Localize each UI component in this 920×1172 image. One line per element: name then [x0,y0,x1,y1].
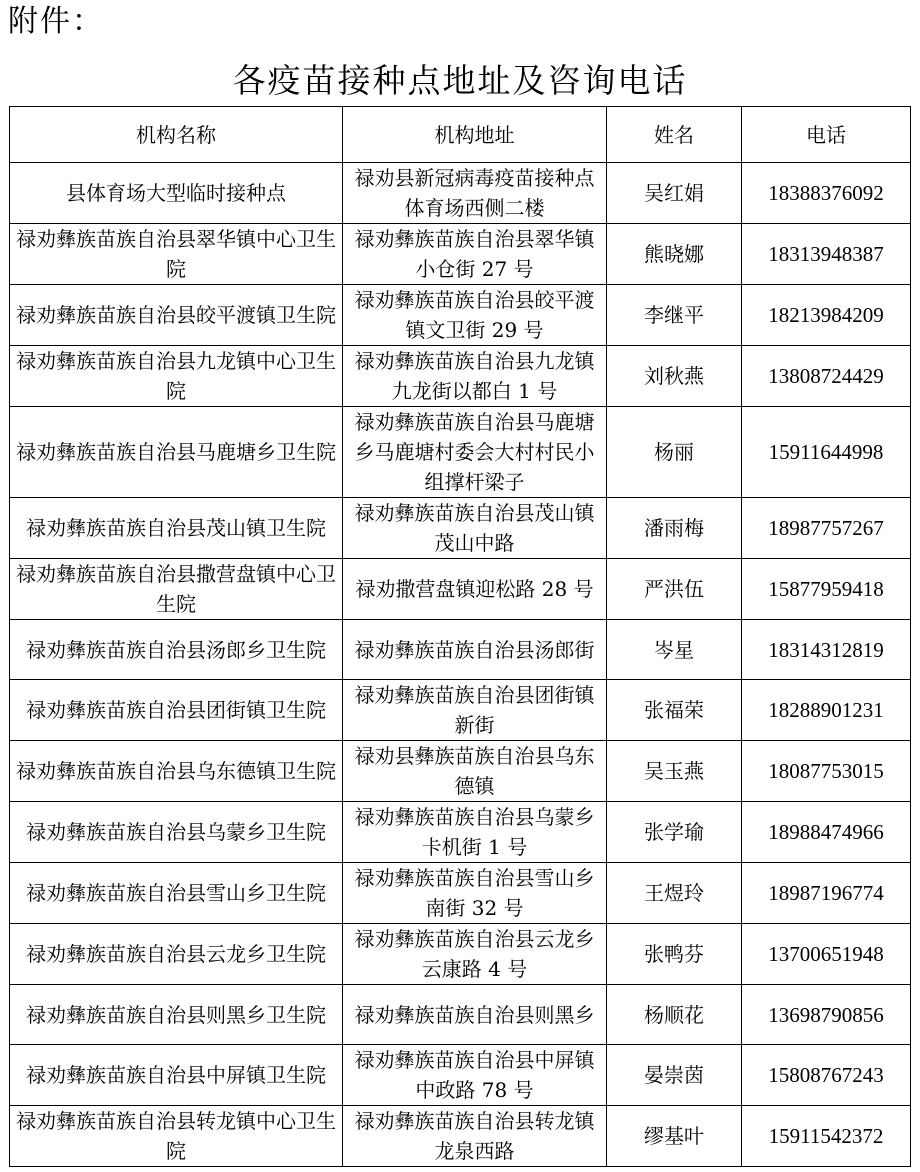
cell-name: 杨丽 [607,407,742,498]
cell-address: 禄劝彝族苗族自治县转龙镇龙泉西路 [343,1106,607,1167]
cell-name: 李继平 [607,285,742,346]
cell-address: 禄劝撒营盘镇迎松路 28 号 [343,559,607,620]
cell-org: 禄劝彝族苗族自治县中屏镇卫生院 [10,1045,343,1106]
table-row [10,802,911,863]
cell-name: 刘秋燕 [607,346,742,407]
table-row [10,407,911,498]
cell-org: 禄劝彝族苗族自治县马鹿塘乡卫生院 [10,407,343,498]
cell-address: 禄劝县新冠病毒疫苗接种点体育场西侧二楼 [343,163,607,224]
cell-name: 张鸭芬 [607,924,742,985]
cell-phone: 18987757267 [742,498,911,559]
attachment-label: 附件： [8,4,104,39]
cell-phone: 18213984209 [742,285,911,346]
cell-name: 晏崇茵 [607,1045,742,1106]
table-header-row [10,107,911,163]
cell-phone: 15877959418 [742,559,911,620]
cell-phone: 18314312819 [742,620,911,680]
cell-address: 禄劝彝族苗族自治县九龙镇九龙街以都白 1 号 [343,346,607,407]
table-row [10,620,911,680]
table-row [10,346,911,407]
cell-name: 岑星 [607,620,742,680]
cell-phone: 18288901231 [742,680,911,741]
table-row [10,863,911,924]
cell-phone: 15911542372 [742,1106,911,1167]
cell-org: 禄劝彝族苗族自治县皎平渡镇卫生院 [10,285,343,346]
table-row [10,985,911,1045]
cell-name: 吴红娟 [607,163,742,224]
header-org: 机构名称 [10,107,343,163]
cell-address: 禄劝彝族苗族自治县则黑乡 [343,985,607,1045]
cell-phone: 13808724429 [742,346,911,407]
cell-org: 禄劝彝族苗族自治县转龙镇中心卫生院 [10,1106,343,1167]
cell-address: 禄劝彝族苗族自治县皎平渡镇文卫街 29 号 [343,285,607,346]
table-row [10,1106,911,1167]
cell-org: 禄劝彝族苗族自治县茂山镇卫生院 [10,498,343,559]
cell-address: 禄劝彝族苗族自治县云龙乡云康路 4 号 [343,924,607,985]
cell-phone: 13700651948 [742,924,911,985]
table-row [10,1045,911,1106]
cell-phone: 18087753015 [742,741,911,802]
cell-name: 潘雨梅 [607,498,742,559]
cell-name: 缪基叶 [607,1106,742,1167]
cell-address: 禄劝彝族苗族自治县雪山乡南街 32 号 [343,863,607,924]
cell-phone: 18988474966 [742,802,911,863]
header-name: 姓名 [607,107,742,163]
cell-address: 禄劝彝族苗族自治县马鹿塘乡马鹿塘村委会大村村民小组撑杆梁子 [343,407,607,498]
table-row [10,559,911,620]
cell-name: 熊晓娜 [607,224,742,285]
cell-org: 县体育场大型临时接种点 [10,163,343,224]
cell-org: 禄劝彝族苗族自治县雪山乡卫生院 [10,863,343,924]
cell-phone: 15808767243 [742,1045,911,1106]
cell-address: 禄劝彝族苗族自治县茂山镇茂山中路 [343,498,607,559]
cell-address: 禄劝彝族苗族自治县汤郎街 [343,620,607,680]
cell-org: 禄劝彝族苗族自治县乌蒙乡卫生院 [10,802,343,863]
cell-address: 禄劝彝族苗族自治县中屏镇中政路 78 号 [343,1045,607,1106]
cell-address: 禄劝彝族苗族自治县翠华镇小仓街 27 号 [343,224,607,285]
cell-org: 禄劝彝族苗族自治县撒营盘镇中心卫生院 [10,559,343,620]
table-row [10,924,911,985]
cell-address: 禄劝彝族苗族自治县乌蒙乡卡机街 1 号 [343,802,607,863]
cell-org: 禄劝彝族苗族自治县乌东德镇卫生院 [10,741,343,802]
cell-org: 禄劝彝族苗族自治县汤郎乡卫生院 [10,620,343,680]
cell-address: 禄劝县彝族苗族自治县乌东德镇 [343,741,607,802]
cell-org: 禄劝彝族苗族自治县翠华镇中心卫生院 [10,224,343,285]
cell-name: 吴玉燕 [607,741,742,802]
table-row [10,498,911,559]
page-title: 各疫苗接种点地址及咨询电话 [232,61,688,100]
cell-phone: 15911644998 [742,407,911,498]
header-phone: 电话 [742,107,911,163]
header-address: 机构地址 [343,107,607,163]
cell-address: 禄劝彝族苗族自治县团街镇新街 [343,680,607,741]
table-row [10,163,911,224]
cell-phone: 18388376092 [742,163,911,224]
cell-name: 严洪伍 [607,559,742,620]
cell-org: 禄劝彝族苗族自治县云龙乡卫生院 [10,924,343,985]
cell-name: 杨顺花 [607,985,742,1045]
cell-phone: 18987196774 [742,863,911,924]
cell-name: 张学瑜 [607,802,742,863]
cell-org: 禄劝彝族苗族自治县团街镇卫生院 [10,680,343,741]
table-row [10,224,911,285]
cell-phone: 13698790856 [742,985,911,1045]
table-row [10,285,911,346]
cell-phone: 18313948387 [742,224,911,285]
cell-org: 禄劝彝族苗族自治县则黑乡卫生院 [10,985,343,1045]
table-row [10,741,911,802]
table-row [10,680,911,741]
vaccination-sites-table [9,106,911,1167]
cell-org: 禄劝彝族苗族自治县九龙镇中心卫生院 [10,346,343,407]
cell-name: 王煜玲 [607,863,742,924]
cell-name: 张福荣 [607,680,742,741]
